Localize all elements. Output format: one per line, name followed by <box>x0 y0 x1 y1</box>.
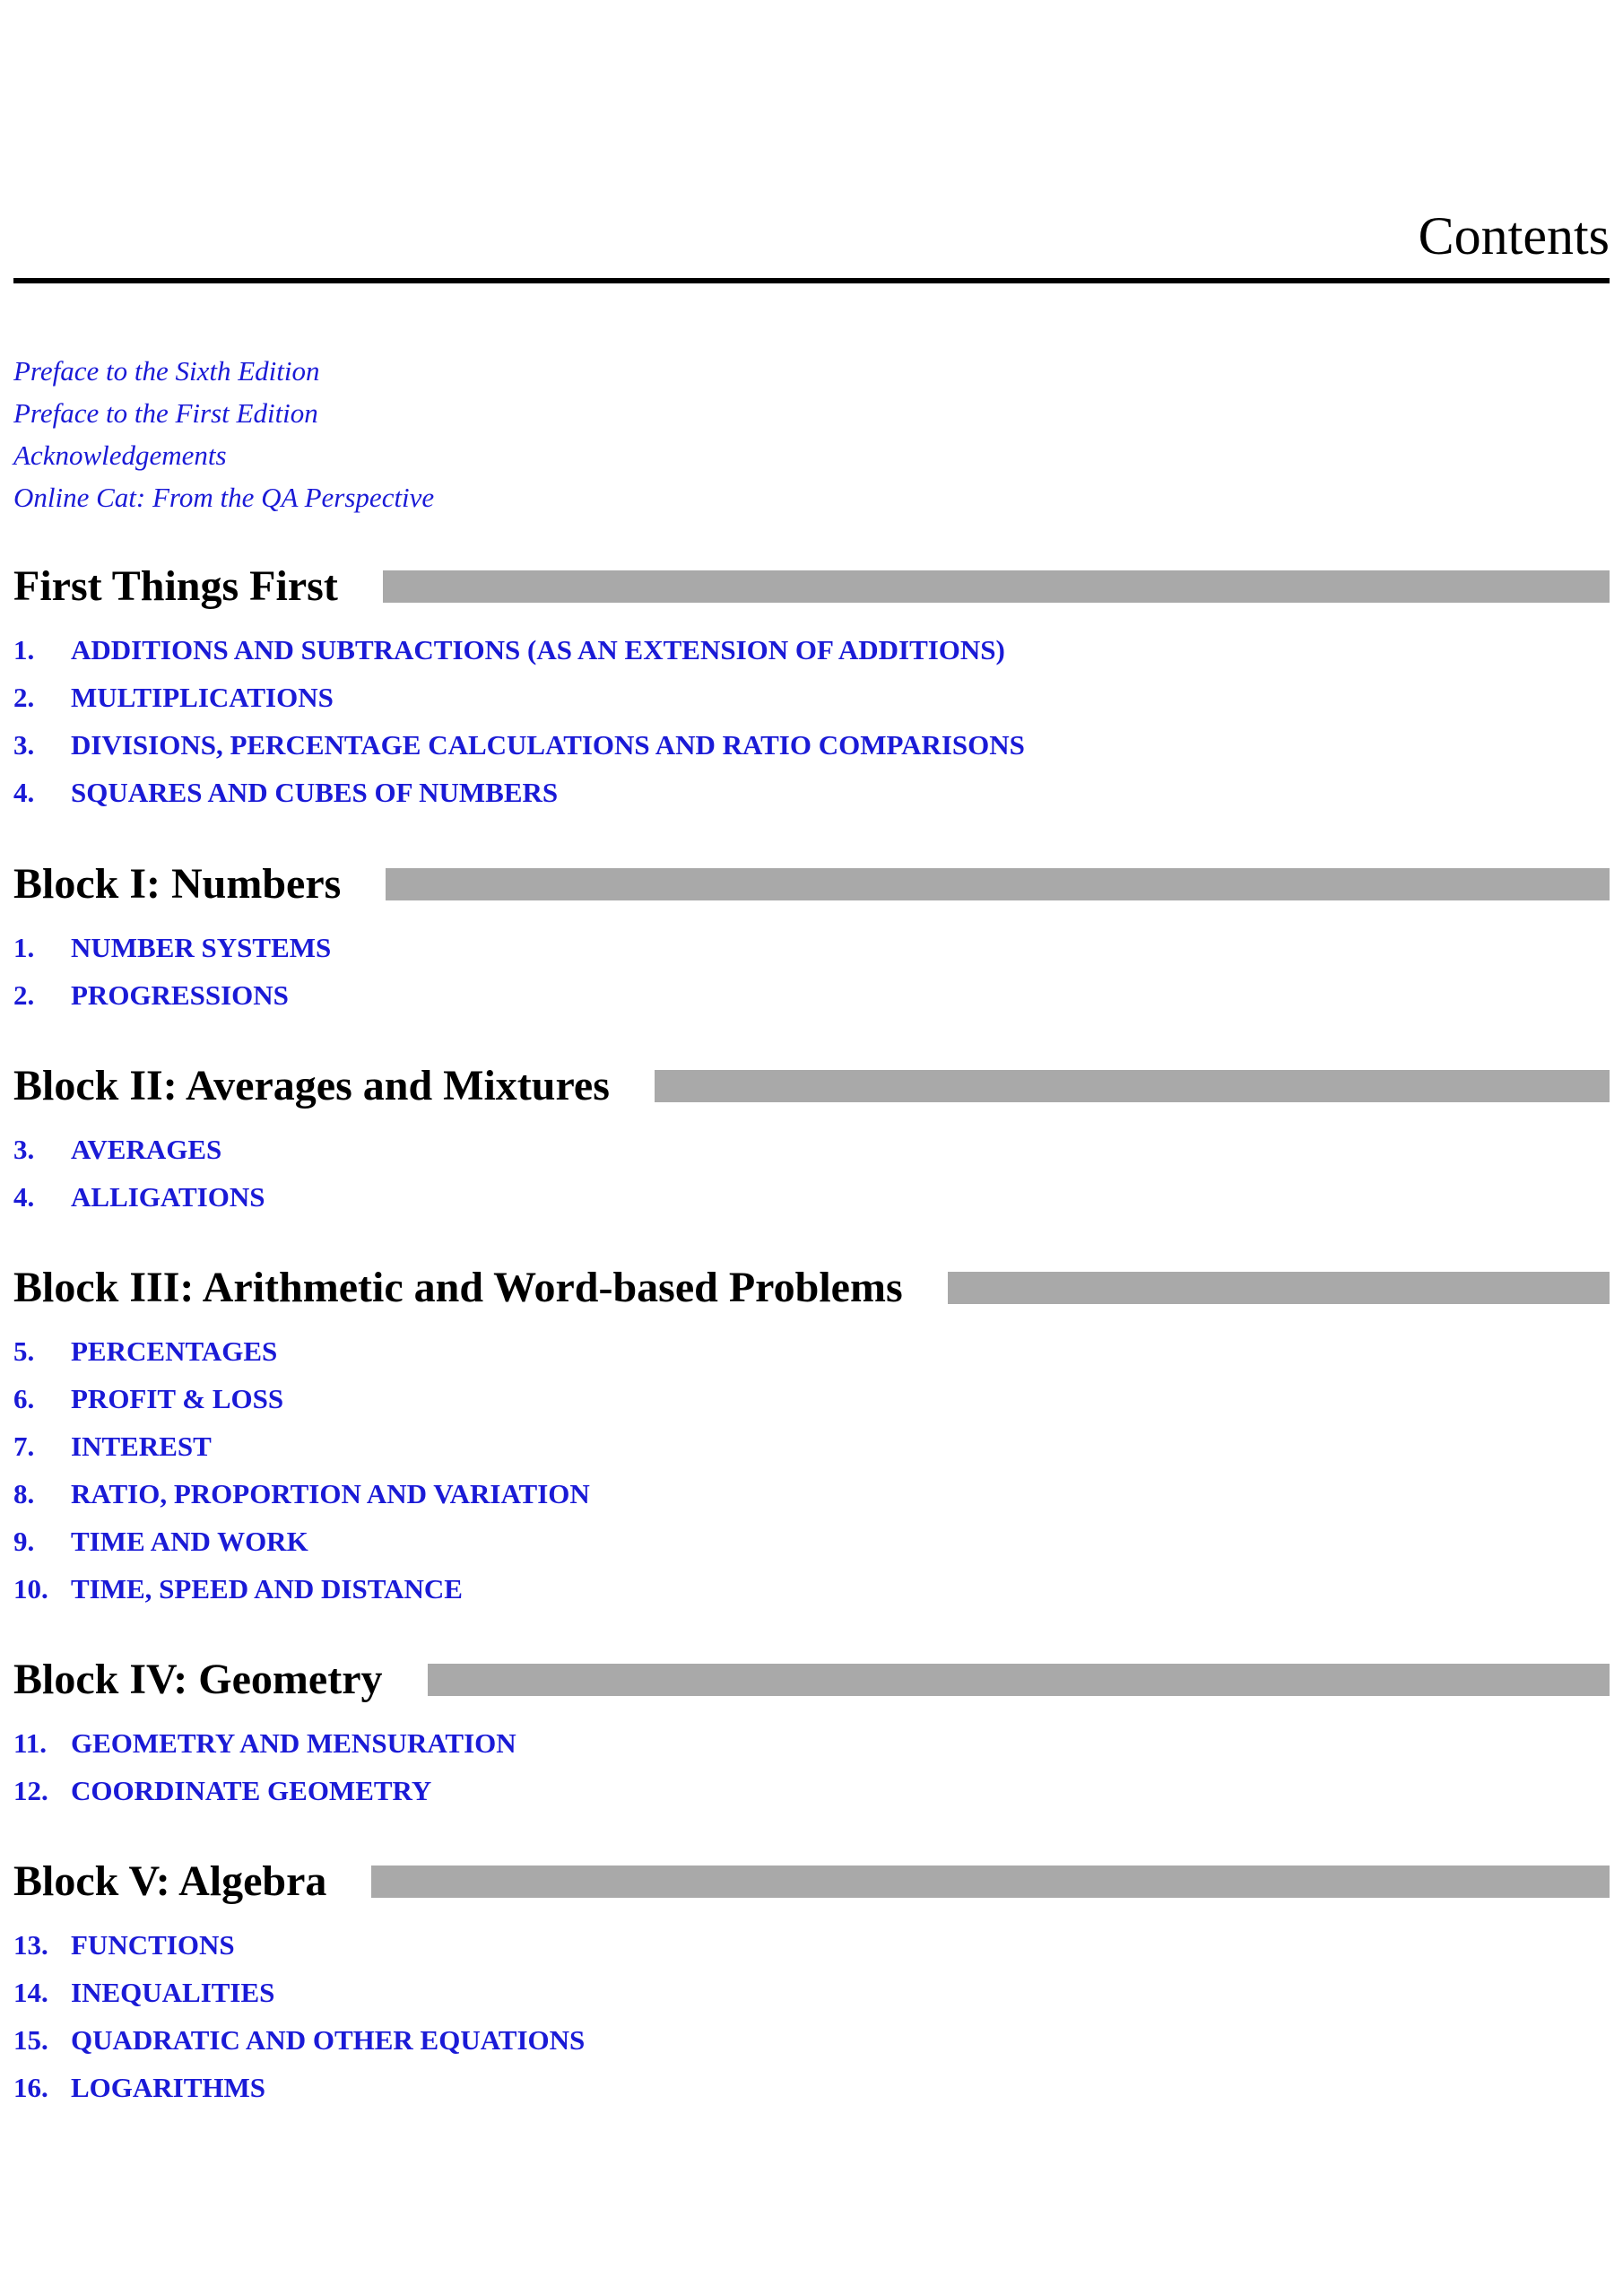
section-title: Block I: Numbers <box>13 860 342 908</box>
chapter-link[interactable] <box>13 721 1610 769</box>
section-title: Block IV: Geometry <box>13 1656 383 1703</box>
chapter-link[interactable] <box>13 1565 1610 1613</box>
chapter-number: 15. <box>13 2023 48 2056</box>
page-title: Contents <box>1418 206 1610 265</box>
section-header <box>13 856 1610 913</box>
chapter-link[interactable] <box>13 1375 1610 1422</box>
section-header <box>13 1259 1610 1317</box>
chapter-link[interactable] <box>13 1126 1610 1173</box>
front-matter-list <box>13 350 434 518</box>
section-divider-bar <box>428 1664 1610 1696</box>
chapter-number: 9. <box>13 1525 35 1557</box>
chapter-title: TIME AND WORK <box>71 1525 308 1557</box>
chapter-link[interactable] <box>13 626 1610 674</box>
section-block-iv <box>13 1651 1610 1814</box>
chapter-number: 2. <box>13 681 35 713</box>
section-divider-bar <box>371 1866 1610 1898</box>
chapter-list <box>13 1921 1610 2111</box>
chapter-list <box>13 924 1610 1019</box>
chapter-link[interactable] <box>13 1470 1610 1518</box>
section-header <box>13 1853 1610 1910</box>
section-block-v <box>13 1853 1610 2111</box>
chapter-title: FUNCTIONS <box>71 1928 235 1961</box>
chapter-link[interactable] <box>13 674 1610 721</box>
chapter-title: NUMBER SYSTEMS <box>71 931 332 963</box>
chapter-title: MULTIPLICATIONS <box>71 681 334 713</box>
chapter-number: 14. <box>13 1976 48 2008</box>
chapter-list <box>13 1126 1610 1221</box>
front-matter-link[interactable]: Acknowledgements <box>13 439 227 471</box>
chapter-number: 13. <box>13 1928 48 1961</box>
chapter-number: 8. <box>13 1477 35 1509</box>
chapter-list <box>13 626 1610 816</box>
chapter-number: 16. <box>13 2071 48 2103</box>
chapter-title: INTEREST <box>71 1430 212 1462</box>
section-title: Block III: Arithmetic and Word-based Problems <box>13 1264 903 1311</box>
section-title: Block II: Averages and Mixtures <box>13 1062 610 1109</box>
chapter-link[interactable] <box>13 2064 1610 2111</box>
chapter-link[interactable] <box>13 1173 1610 1221</box>
chapter-title: QUADRATIC AND OTHER EQUATIONS <box>71 2023 586 2056</box>
chapter-title: COORDINATE GEOMETRY <box>71 1774 432 1806</box>
section-title: Block V: Algebra <box>13 1857 327 1905</box>
section-block-iii <box>13 1259 1610 1613</box>
chapter-link[interactable] <box>13 1921 1610 1969</box>
chapter-number: 10. <box>13 1572 48 1605</box>
chapter-title: AVERAGES <box>71 1133 222 1165</box>
chapter-title: PROGRESSIONS <box>71 978 289 1011</box>
chapter-number: 4. <box>13 776 35 808</box>
section-block-i <box>13 856 1610 1019</box>
chapter-title: LOGARITHMS <box>71 2071 266 2103</box>
chapter-title: INEQUALITIES <box>71 1976 275 2008</box>
chapter-link[interactable] <box>13 1422 1610 1470</box>
chapter-list <box>13 1719 1610 1814</box>
section-header <box>13 558 1610 615</box>
chapter-title: ALLIGATIONS <box>71 1180 265 1213</box>
chapter-title: GEOMETRY AND MENSURATION <box>71 1726 516 1759</box>
chapter-title: RATIO, PROPORTION AND VARIATION <box>71 1477 590 1509</box>
title-rule <box>13 278 1610 283</box>
chapter-number: 1. <box>13 931 35 963</box>
chapter-number: 12. <box>13 1774 48 1806</box>
chapter-number: 3. <box>13 728 35 761</box>
chapter-title: PROFIT & LOSS <box>71 1382 284 1414</box>
chapter-number: 5. <box>13 1335 35 1367</box>
chapter-title: TIME, SPEED AND DISTANCE <box>71 1572 463 1605</box>
chapter-link[interactable] <box>13 1327 1610 1375</box>
front-matter-link[interactable]: Preface to the Sixth Edition <box>13 355 320 387</box>
chapter-link[interactable] <box>13 1767 1610 1814</box>
section-divider-bar <box>383 570 1610 603</box>
chapter-title: SQUARES AND CUBES OF NUMBERS <box>71 776 559 808</box>
chapter-number: 7. <box>13 1430 35 1462</box>
chapter-number: 2. <box>13 978 35 1011</box>
section-header <box>13 1651 1610 1709</box>
front-matter-link[interactable]: Preface to the First Edition <box>13 397 318 429</box>
chapter-link[interactable] <box>13 924 1610 971</box>
chapter-link[interactable] <box>13 1969 1610 2016</box>
chapter-number: 11. <box>13 1726 48 1759</box>
section-divider-bar <box>948 1272 1610 1304</box>
section-divider-bar <box>655 1070 1610 1102</box>
chapter-title: PERCENTAGES <box>71 1335 278 1367</box>
front-matter-link[interactable]: Online Cat: From the QA Perspective <box>13 482 435 513</box>
chapter-title: ADDITIONS AND SUBTRACTIONS (AS AN EXTENSION OF ADDITIONS) <box>71 633 1005 665</box>
chapter-number: 4. <box>13 1180 35 1213</box>
section-first-things-first <box>13 558 1610 816</box>
chapter-link[interactable] <box>13 769 1610 816</box>
chapter-link[interactable] <box>13 1719 1610 1767</box>
chapter-list <box>13 1327 1610 1613</box>
section-divider-bar <box>386 868 1610 900</box>
chapter-title: DIVISIONS, PERCENTAGE CALCULATIONS AND RATIO COMPARISONS <box>71 728 1025 761</box>
chapter-number: 6. <box>13 1382 35 1414</box>
chapter-number: 3. <box>13 1133 35 1165</box>
chapter-number: 1. <box>13 633 35 665</box>
chapter-link[interactable] <box>13 2016 1610 2064</box>
section-title: First Things First <box>13 562 338 610</box>
chapter-link[interactable] <box>13 971 1610 1019</box>
section-block-ii <box>13 1057 1610 1221</box>
section-header <box>13 1057 1610 1115</box>
chapter-link[interactable] <box>13 1518 1610 1565</box>
